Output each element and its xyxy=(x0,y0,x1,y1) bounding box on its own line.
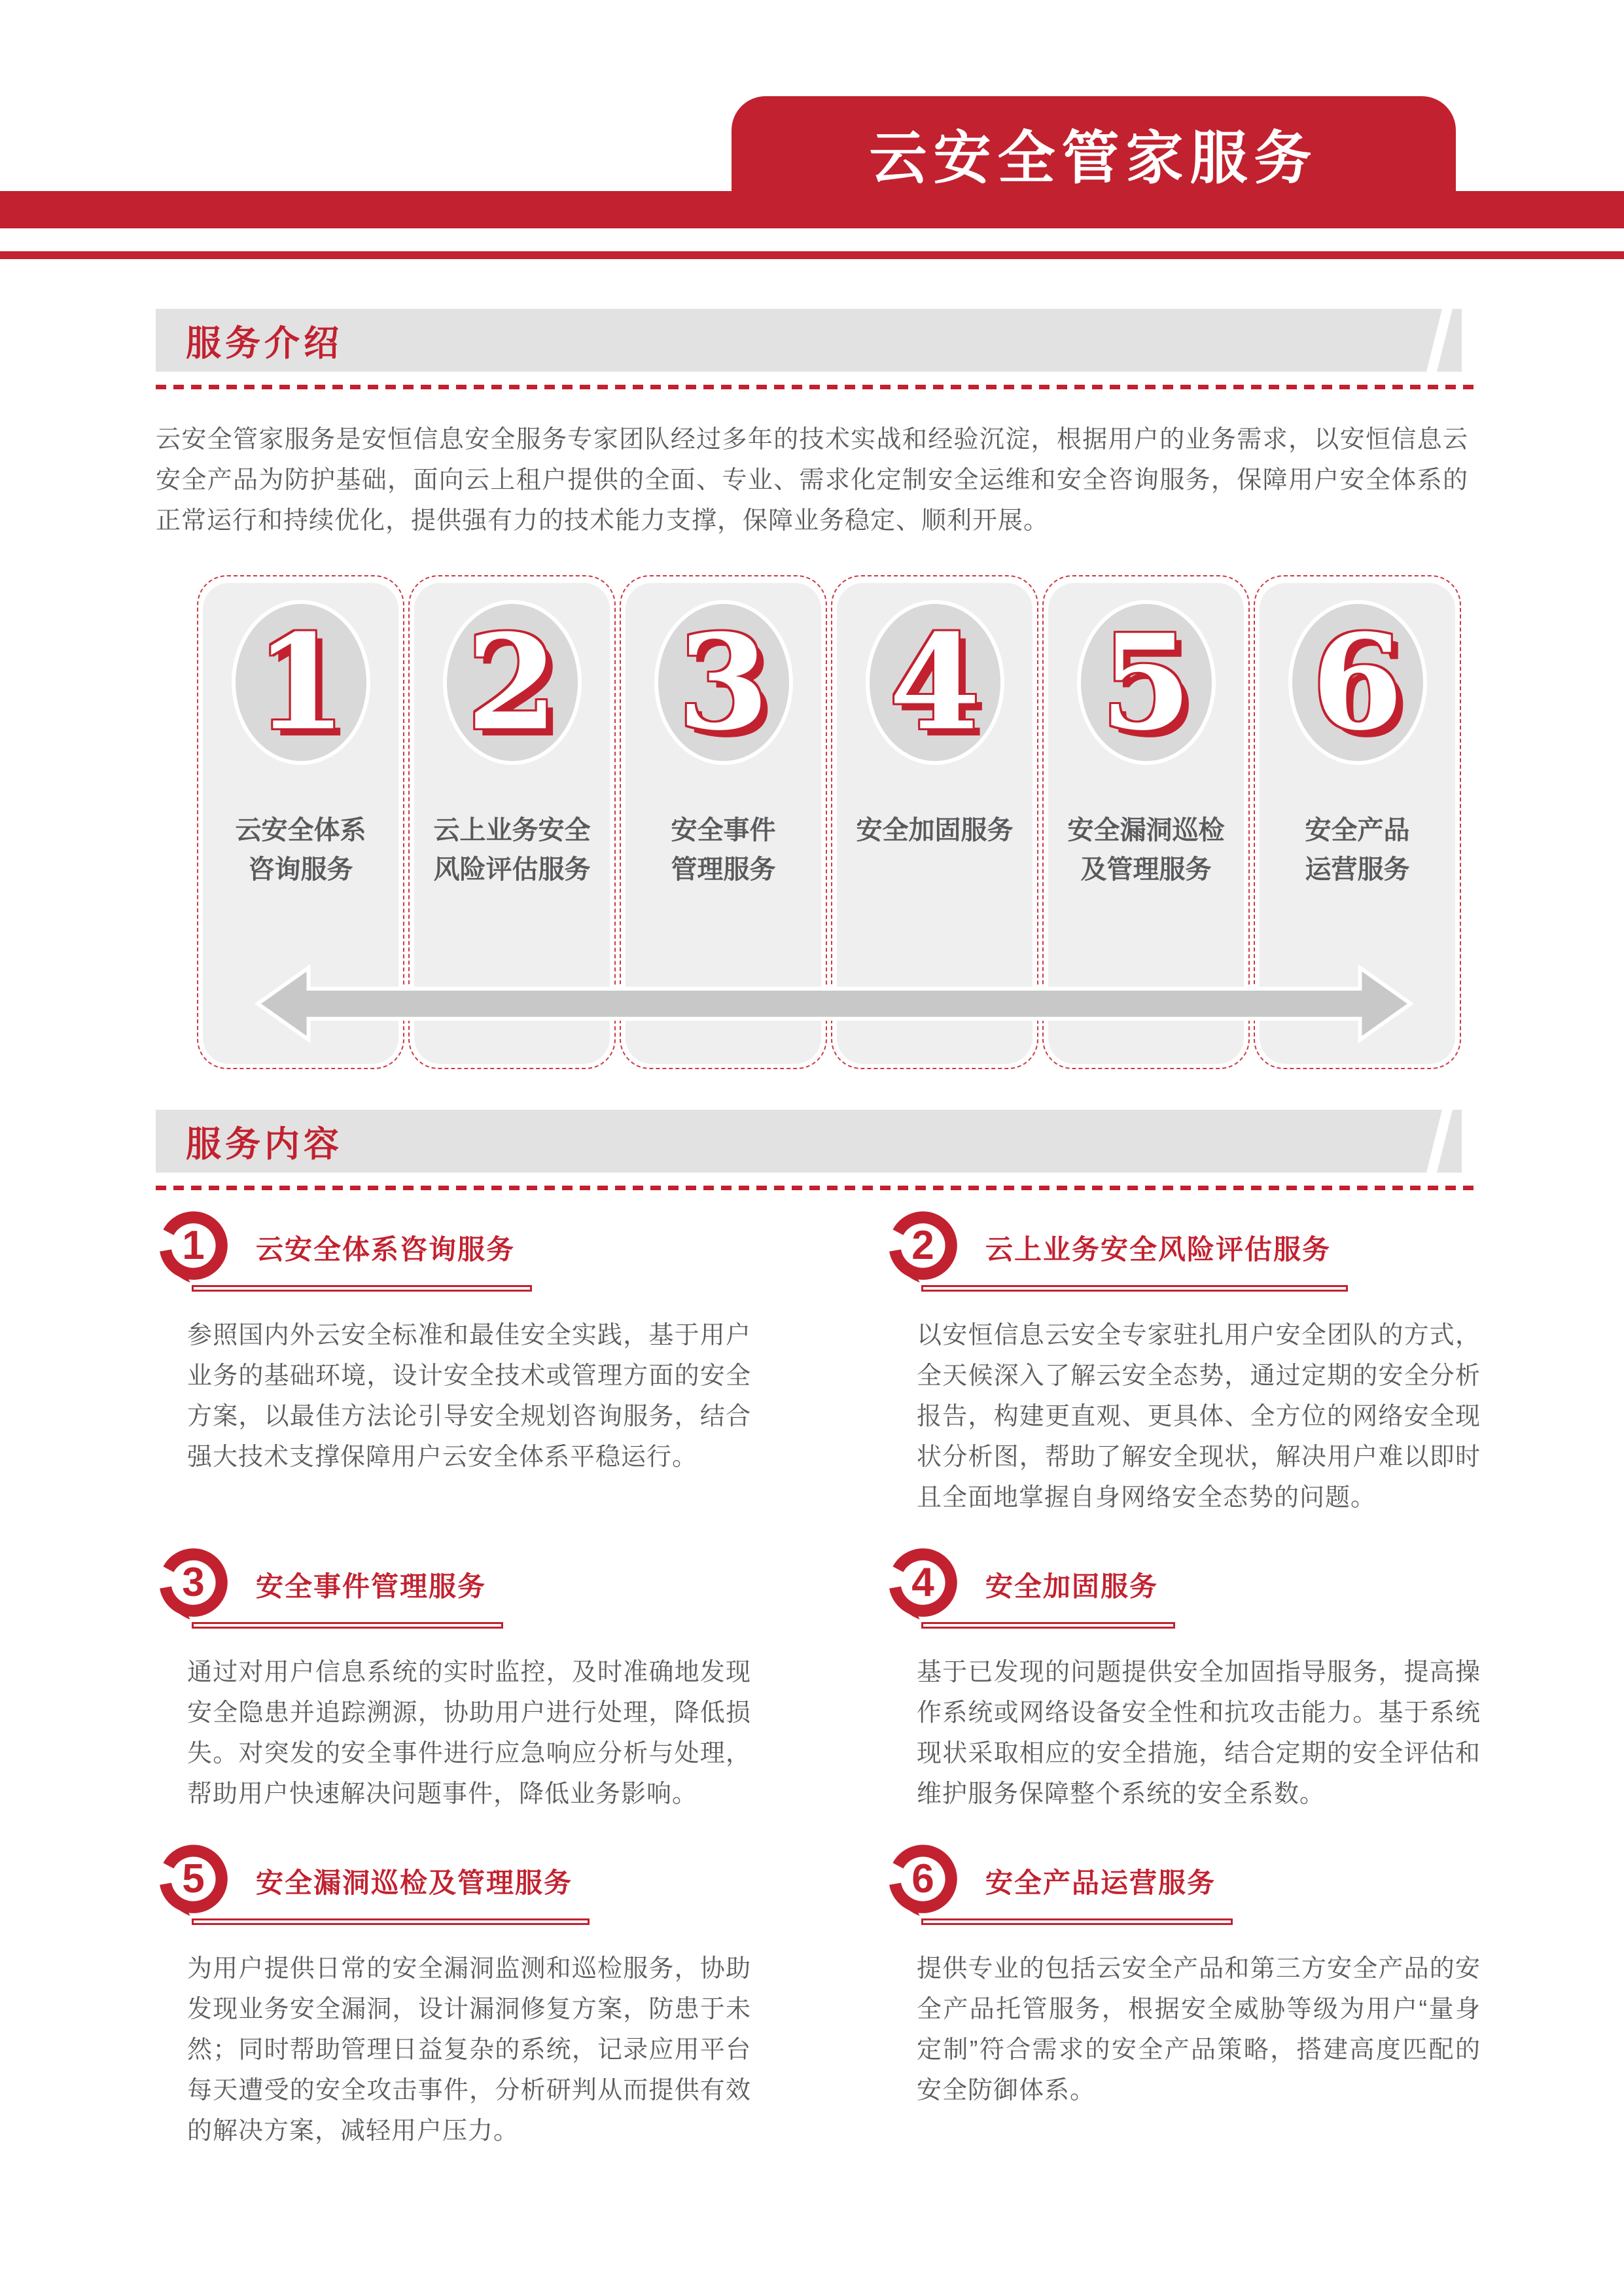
title-underline xyxy=(192,1622,503,1629)
title-underline xyxy=(921,1622,1175,1629)
service-item-6 xyxy=(885,1843,1513,2151)
item-title: 云安全体系咨询服务 xyxy=(256,1233,516,1265)
header-stripe xyxy=(0,251,1624,259)
item-title: 安全产品运营服务 xyxy=(985,1867,1216,1898)
step-circle xyxy=(866,600,1004,765)
dashed-divider xyxy=(156,385,1475,389)
number-badge-icon: 2 xyxy=(885,1210,961,1285)
item-heading xyxy=(156,1843,590,1918)
item-body: 提供专业的包括云安全产品和第三方安全产品的安全产品托管服务，根据安全威胁等级为用户“量身定制”符合需求的安全产品策略，搭建高度匹配的安全防御体系。 xyxy=(917,1955,1481,2104)
item-title: 云上业务安全风险评估服务 xyxy=(985,1233,1332,1265)
item-heading xyxy=(885,1843,1233,1918)
section-title-content: 服务内容 xyxy=(186,1124,343,1164)
item-heading xyxy=(156,1547,503,1622)
step-number: 5 xyxy=(1100,605,1192,760)
step-number: 4 xyxy=(889,605,981,760)
service-item-2 xyxy=(885,1210,1513,1518)
service-items-grid xyxy=(156,1210,1481,2180)
number-badge-icon: 1 xyxy=(156,1210,231,1285)
step-number: 1 xyxy=(255,605,347,760)
step-label: 安全产品 运营服务 xyxy=(1305,816,1410,884)
service-item-4 xyxy=(885,1547,1513,1814)
step-circle xyxy=(654,600,793,765)
step-label: 云安全体系 咨询服务 xyxy=(235,816,366,884)
title-underline xyxy=(921,1918,1233,1925)
item-body: 通过对用户信息系统的实时监控，及时准确地发现安全隐患并追踪溯源，协助用户进行处理，降低损失。对突发的安全事件进行应急响应分析与处理，帮助用户快速解决问题事件，降低业务影响。 xyxy=(187,1659,751,1808)
item-body: 参照国内外云安全标准和最佳安全实践，基于用户业务的基础环境，设计安全技术或管理方面的安全方案，以最佳方法论引导安全规划咨询服务，结合强大技术支撑保障用户云安全体系平稳运行。 xyxy=(187,1322,751,1471)
section-title-intro: 服务介绍 xyxy=(186,323,343,363)
item-heading xyxy=(885,1210,1348,1285)
step-label: 安全漏洞巡检 及管理服务 xyxy=(1067,816,1225,884)
intro-paragraph: 云安全管家服务是安恒信息安全服务专家团队经过多年的技术实战和经验沉淀，根据用户的业务需求，以安恒信息云安全产品为防护基础，面向云上租户提供的全面、专业、需求化定制安全运维和安全咨询服务，保障用户安全体系的正常运行和持续优化，提供强有力的技术能力支撑，保障业务稳定、顺利开展。 xyxy=(156,426,1468,535)
step-label: 安全事件 管理服务 xyxy=(671,816,776,884)
number-badge-icon: 6 xyxy=(885,1843,961,1918)
item-body: 基于已发现的问题提供安全加固指导服务，提高操作系统或网络设备安全性和抗攻击能力。基于系统现状采取相应的安全措施，结合定期的安全评估和维护服务保障整个系统的安全系数。 xyxy=(917,1659,1481,1808)
section-bar-content xyxy=(156,1110,1462,1173)
item-title: 安全漏洞巡检及管理服务 xyxy=(256,1867,573,1898)
page-title: 云安全管家服务 xyxy=(869,125,1318,190)
double-arrow-icon xyxy=(255,961,1413,1046)
step-circle xyxy=(232,600,370,765)
item-heading xyxy=(885,1547,1175,1622)
item-heading xyxy=(156,1210,532,1285)
service-item-3 xyxy=(156,1547,784,1814)
title-underline xyxy=(921,1285,1348,1292)
section-bar-intro xyxy=(156,309,1462,372)
service-item-5 xyxy=(156,1843,784,2151)
title-underline xyxy=(192,1285,532,1292)
step-label: 安全加固服务 xyxy=(856,816,1014,845)
item-title: 安全事件管理服务 xyxy=(256,1570,487,1602)
step-label: 云上业务安全 风险评估服务 xyxy=(433,816,591,884)
page-content xyxy=(156,309,1481,2180)
item-body: 为用户提供日常的安全漏洞监测和巡检服务，协助发现业务安全漏洞，设计漏洞修复方案，防患于未然；同时帮助管理日益复杂的系统，记录应用平台每天遭受的安全攻击事件，分析研判从而提供有效的解决方案，减轻用户压力。 xyxy=(187,1955,751,2145)
service-item-1 xyxy=(156,1210,784,1518)
header-band xyxy=(0,191,1624,228)
item-title: 安全加固服务 xyxy=(985,1570,1159,1602)
dashed-divider xyxy=(156,1186,1475,1190)
title-underline xyxy=(192,1918,590,1925)
step-circle xyxy=(1077,600,1216,765)
step-number: 2 xyxy=(466,605,558,760)
step-number: 3 xyxy=(677,605,769,760)
item-body: 以安恒信息云安全专家驻扎用户安全团队的方式，全天候深入了解云安全态势，通过定期的安全分析报告，构建更直观、更具体、全方位的网络安全现状分析图，帮助了解安全现状，解决用户难以即时且全面地掌握自身网络安全态势的问题。 xyxy=(917,1322,1481,1511)
step-number: 6 xyxy=(1311,605,1403,760)
step-circle xyxy=(1288,600,1427,765)
number-badge-icon: 3 xyxy=(156,1547,231,1622)
service-steps-row xyxy=(156,583,1468,1064)
step-circle xyxy=(443,600,582,765)
number-badge-icon: 4 xyxy=(885,1547,961,1622)
number-badge-icon: 5 xyxy=(156,1843,231,1918)
